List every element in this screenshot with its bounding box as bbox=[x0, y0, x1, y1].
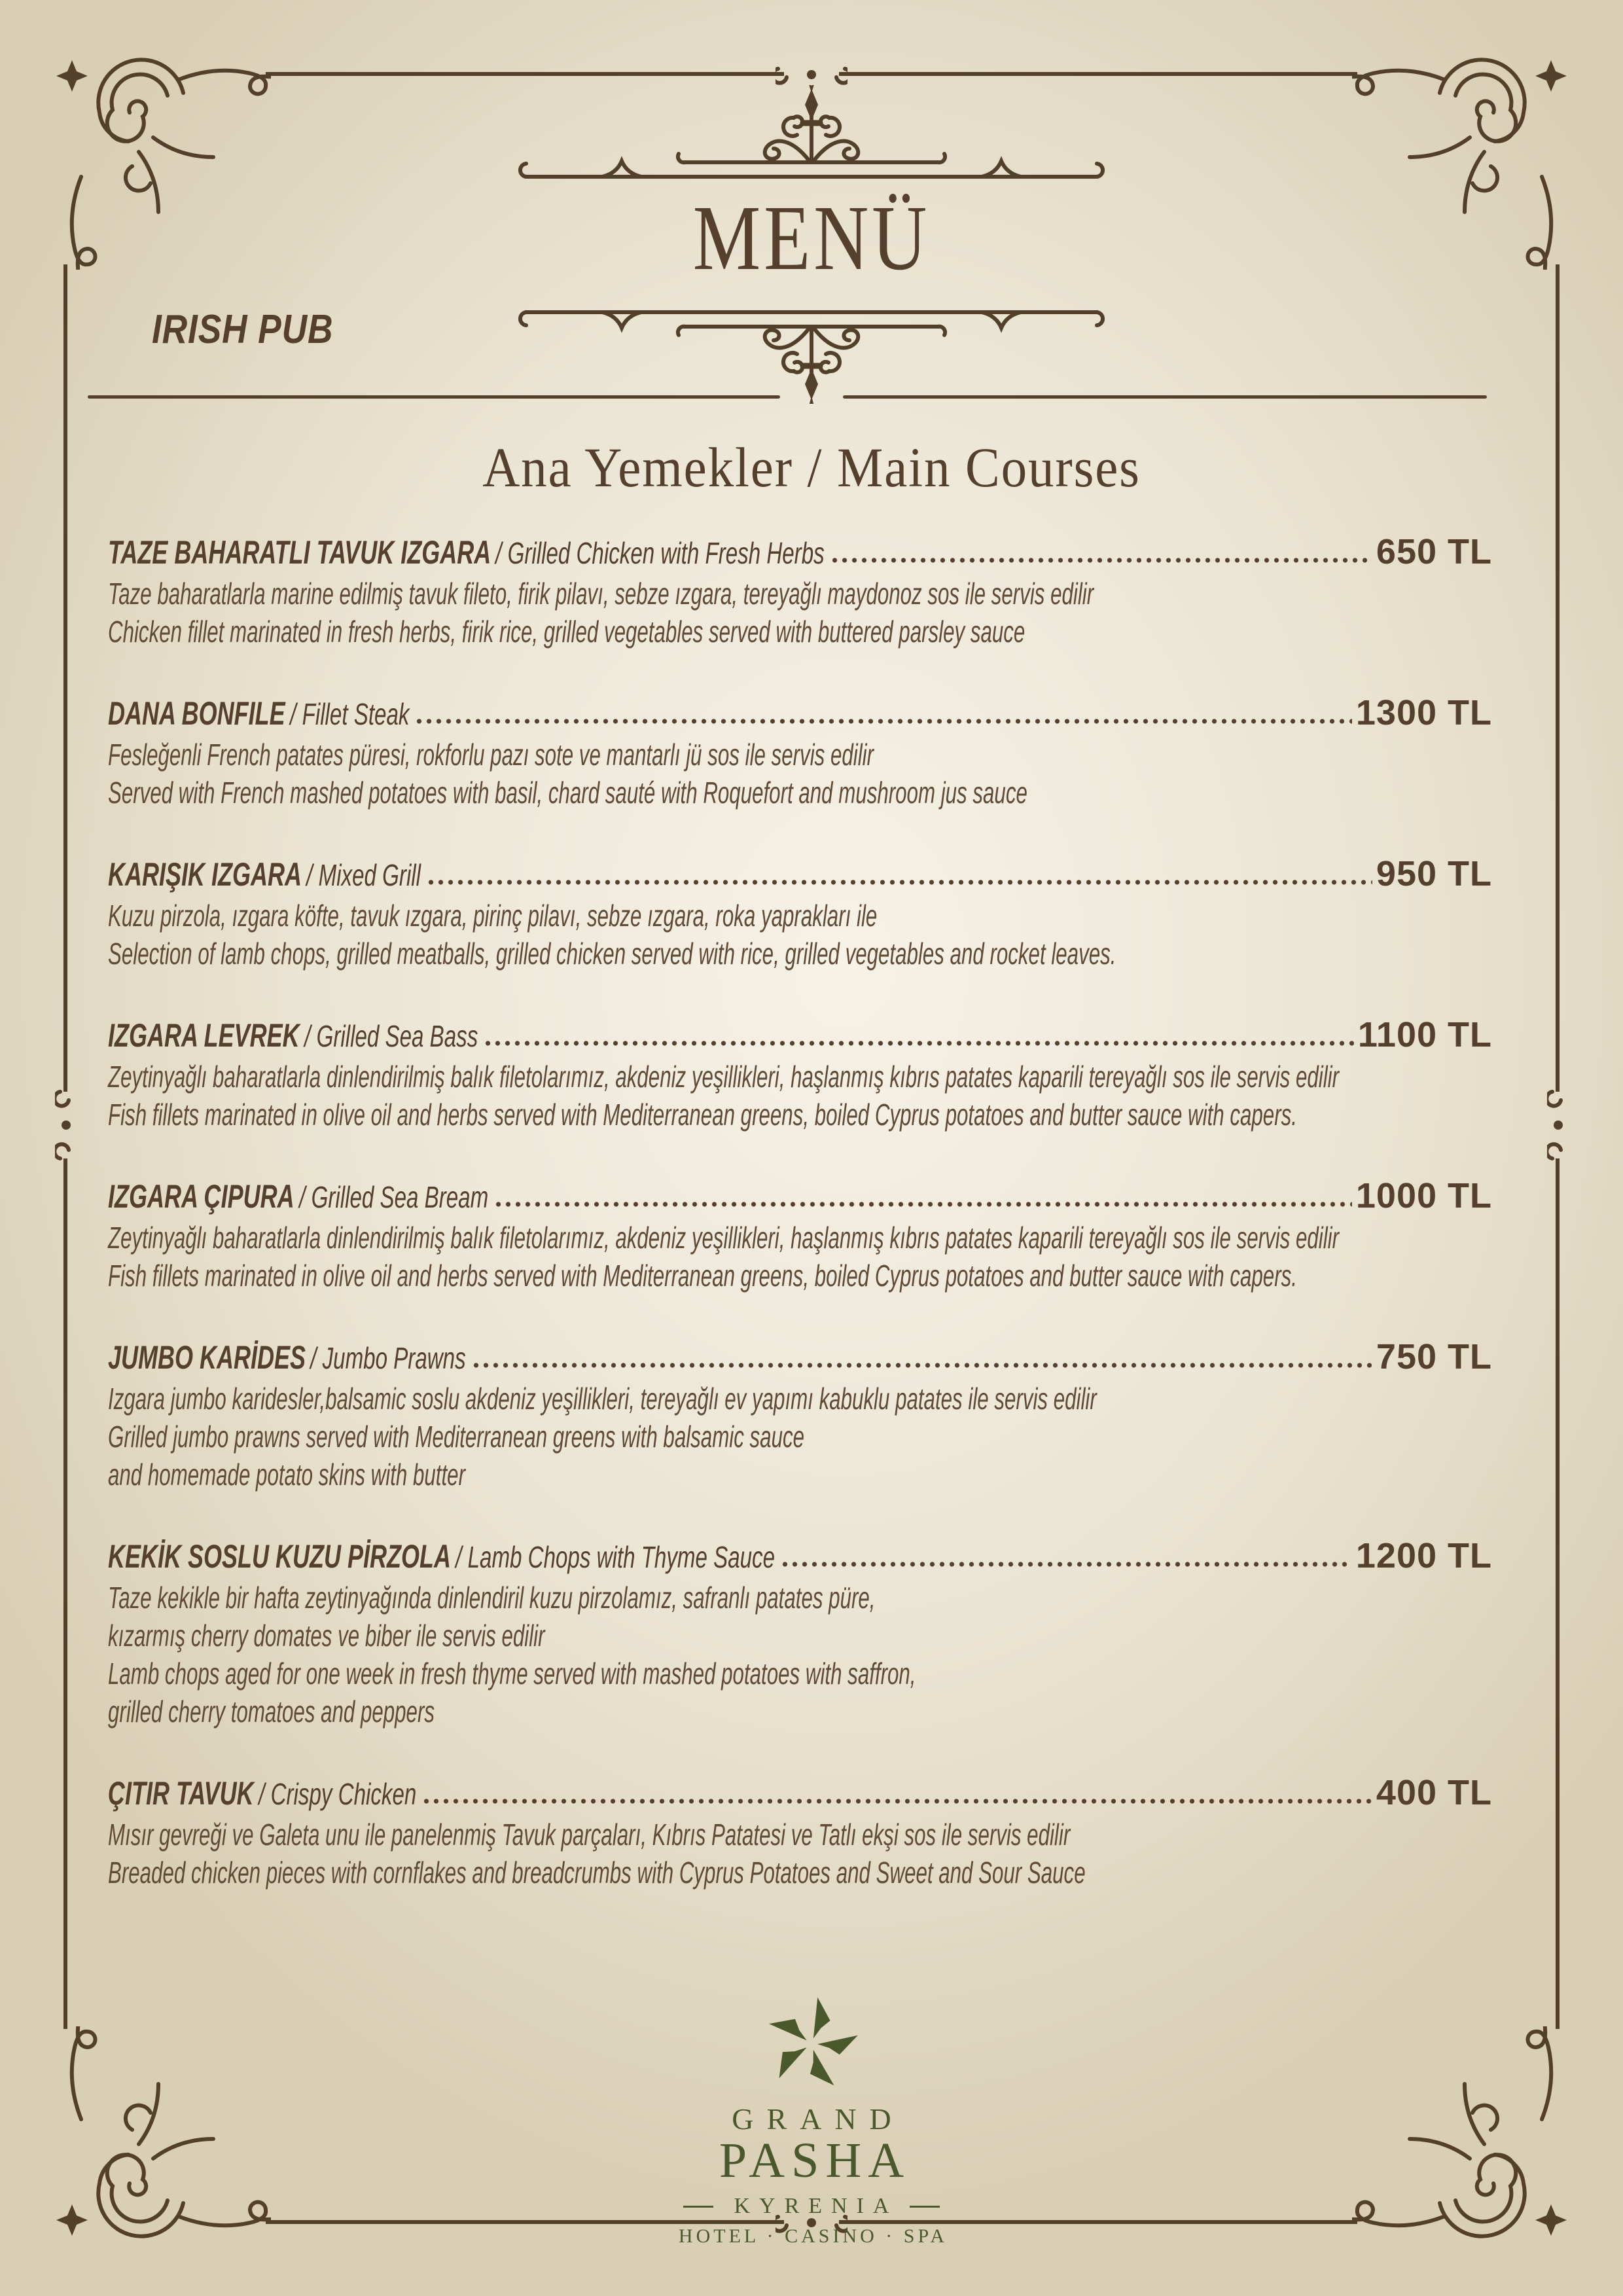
brand-name-main: PASHA bbox=[719, 2133, 911, 2188]
menu-item bbox=[108, 1772, 1492, 1892]
item-description: and homemade potato skins with butter bbox=[108, 1458, 465, 1492]
item-description: grilled cherry tomatoes and peppers bbox=[108, 1695, 435, 1729]
frame-border-right-lower bbox=[1556, 1158, 1560, 2029]
item-description: Grilled jumbo prawns served with Mediterranean greens with balsamic sauce bbox=[108, 1420, 805, 1454]
brand-tagline: HOTEL · CASINO · SPA bbox=[678, 2225, 948, 2247]
item-title-row bbox=[108, 692, 1492, 736]
item-description: Selection of lamb chops, grilled meatballs, grilled chicken served with rice, grilled vegetables and rocket leaves. bbox=[108, 937, 1116, 971]
border-break-ornament bbox=[776, 63, 847, 87]
item-name-english: / Jumbo Prawns bbox=[310, 1341, 466, 1375]
item-name-turkish: TAZE BAHARATLI TAVUK IZGARA bbox=[108, 534, 491, 571]
item-name-turkish: KEKİK SOSLU KUZU PİRZOLA bbox=[108, 1538, 452, 1575]
item-description: Taze kekikle bir hafta zeytinyağında dinlendiril kuzu pirzolamız, safranlı patates püre, bbox=[108, 1581, 876, 1615]
menu-item bbox=[108, 692, 1492, 812]
menu-items-list bbox=[108, 531, 1492, 1933]
frame-border-right-upper bbox=[1556, 264, 1560, 1092]
item-description: Breaded chicken pieces with cornflakes and breadcrumbs with Cyprus Potatoes and Sweet and Sour Sauce bbox=[108, 1856, 1086, 1890]
brand-name-top: GRAND bbox=[732, 2102, 904, 2136]
item-name-english: / Grilled Sea Bass bbox=[304, 1019, 478, 1053]
dot-leader bbox=[780, 1561, 1352, 1568]
scroll-diamond-flourish bbox=[517, 85, 1106, 183]
item-name-turkish: JUMBO KARİDES bbox=[108, 1339, 306, 1376]
item-price: 1200 TL bbox=[1355, 1536, 1492, 1575]
item-name-english: / Grilled Sea Bream bbox=[298, 1180, 488, 1214]
menu-item bbox=[108, 1336, 1492, 1494]
item-name-turkish: KARIŞIK IZGARA bbox=[108, 856, 302, 893]
menu-item bbox=[108, 1014, 1492, 1134]
item-description: Mısır gevreği ve Galeta unu ile panelenmiş Tavuk parçaları, Kıbrıs Patatesi ve Tatlı ekşi sos ile servis edilir bbox=[108, 1818, 1071, 1852]
item-price: 950 TL bbox=[1376, 854, 1492, 893]
item-description: Izgara jumbo karidesler,balsamic soslu akdeniz yeşillikleri, tereyağlı ev yapımı kabuklu patates ile servis edilir bbox=[108, 1382, 1097, 1416]
item-name-english: / Lamb Chops with Thyme Sauce bbox=[455, 1540, 776, 1574]
dot-leader bbox=[493, 1201, 1352, 1208]
dot-leader bbox=[421, 1798, 1372, 1804]
item-description: Taze baharatlarla marine edilmiş tavuk fileto, firik pilavı, sebze ızgara, tereyağlı maydonoz sos ile servis edilir bbox=[108, 577, 1094, 611]
item-price: 400 TL bbox=[1376, 1773, 1492, 1812]
brand-location-row bbox=[0, 2194, 1623, 2219]
border-break-ornament bbox=[1547, 1089, 1571, 1161]
item-name-turkish: ÇITIR TAVUK bbox=[108, 1775, 254, 1812]
item-name-english: / Mixed Grill bbox=[306, 858, 421, 892]
dash-ornament bbox=[910, 2206, 940, 2208]
dash-ornament bbox=[683, 2206, 713, 2208]
brand-location: KYRENIA bbox=[734, 2194, 899, 2218]
item-price: 1300 TL bbox=[1355, 693, 1492, 732]
item-title-row bbox=[108, 1535, 1492, 1579]
item-price: 1000 TL bbox=[1355, 1176, 1492, 1215]
frame-border-left-lower bbox=[63, 1158, 67, 2029]
dot-leader bbox=[426, 879, 1372, 886]
item-description: Kuzu pirzola, ızgara köfte, tavuk ızgara, pirinç pilavı, sebze ızgara, roka yaprakları ile bbox=[108, 899, 878, 933]
item-description: Zeytinyağlı baharatlarla dinlendirilmiş balık filetolarımız, akdeniz yeşillikleri, haşlanmış kıbrıs patates kaparili tereyağlı sos ile servis edilir bbox=[108, 1060, 1340, 1094]
frame-border-left-upper bbox=[63, 264, 67, 1092]
item-title-row bbox=[108, 1772, 1492, 1816]
item-price: 650 TL bbox=[1376, 532, 1492, 571]
item-price: 1100 TL bbox=[1357, 1015, 1492, 1054]
item-name-turkish: DANA BONFILE bbox=[108, 695, 285, 732]
item-title-row bbox=[108, 1175, 1492, 1219]
frame-border-top-right bbox=[839, 72, 1357, 76]
dot-leader bbox=[471, 1362, 1372, 1369]
dot-leader bbox=[830, 557, 1372, 564]
header-rule-right bbox=[843, 395, 1487, 399]
item-name-english: / Crispy Chicken bbox=[258, 1777, 417, 1811]
item-description: Zeytinyağlı baharatlarla dinlendirilmiş balık filetolarımız, akdeniz yeşillikleri, haşlanmış kıbrıs patates kaparili tereyağlı sos ile servis edilir bbox=[108, 1221, 1340, 1255]
item-description: kızarmış cherry domates ve biber ile servis edilir bbox=[108, 1619, 545, 1653]
border-break-ornament bbox=[55, 1089, 79, 1161]
frame-border-top-left bbox=[266, 72, 784, 76]
page-title: MENÜ bbox=[692, 186, 931, 289]
item-title-row bbox=[108, 1336, 1492, 1380]
menu-item bbox=[108, 531, 1492, 651]
item-description: Fish fillets marinated in olive oil and herbs served with Mediterranean greens, boiled Cyprus potatoes and butter sauce with capers. bbox=[108, 1098, 1297, 1132]
dot-leader bbox=[483, 1040, 1354, 1047]
item-title-row bbox=[108, 853, 1492, 897]
item-title-row bbox=[108, 531, 1492, 575]
item-description: Served with French mashed potatoes with basil, chard sauté with Roquefort and mushroom jus sauce bbox=[108, 776, 1027, 810]
menu-item bbox=[108, 1175, 1492, 1295]
menu-item bbox=[108, 1535, 1492, 1731]
item-name-english: / Grilled Chicken with Fresh Herbs bbox=[495, 536, 825, 570]
venue-label: IRISH PUB bbox=[152, 307, 334, 352]
menu-item bbox=[108, 853, 1492, 973]
item-description: Chicken fillet marinated in fresh herbs, firik rice, grilled vegetables served with buttered parsley sauce bbox=[108, 615, 1026, 649]
item-price: 750 TL bbox=[1376, 1337, 1492, 1376]
pinwheel-star-icon bbox=[762, 1995, 861, 2093]
section-heading: Ana Yemekler / Main Courses bbox=[482, 436, 1141, 499]
brand-logo bbox=[0, 1995, 1623, 2248]
item-name-english: / Fillet Steak bbox=[289, 697, 410, 731]
item-description: Lamb chops aged for one week in fresh thyme served with mashed potatoes with saffron, bbox=[108, 1657, 916, 1691]
scroll-diamond-flourish bbox=[517, 306, 1106, 404]
header-rule-left bbox=[88, 395, 780, 399]
item-description: Fish fillets marinated in olive oil and herbs served with Mediterranean greens, boiled Cyprus potatoes and butter sauce with capers. bbox=[108, 1259, 1297, 1293]
item-name-turkish: IZGARA LEVREK bbox=[108, 1017, 300, 1054]
item-title-row bbox=[108, 1014, 1492, 1058]
item-description: Fesleğenli French patates püresi, rokforlu pazı sote ve mantarlı jü sos ile servis edilir bbox=[108, 738, 874, 772]
item-name-turkish: IZGARA ÇIPURA bbox=[108, 1178, 294, 1215]
dot-leader bbox=[414, 718, 1352, 725]
